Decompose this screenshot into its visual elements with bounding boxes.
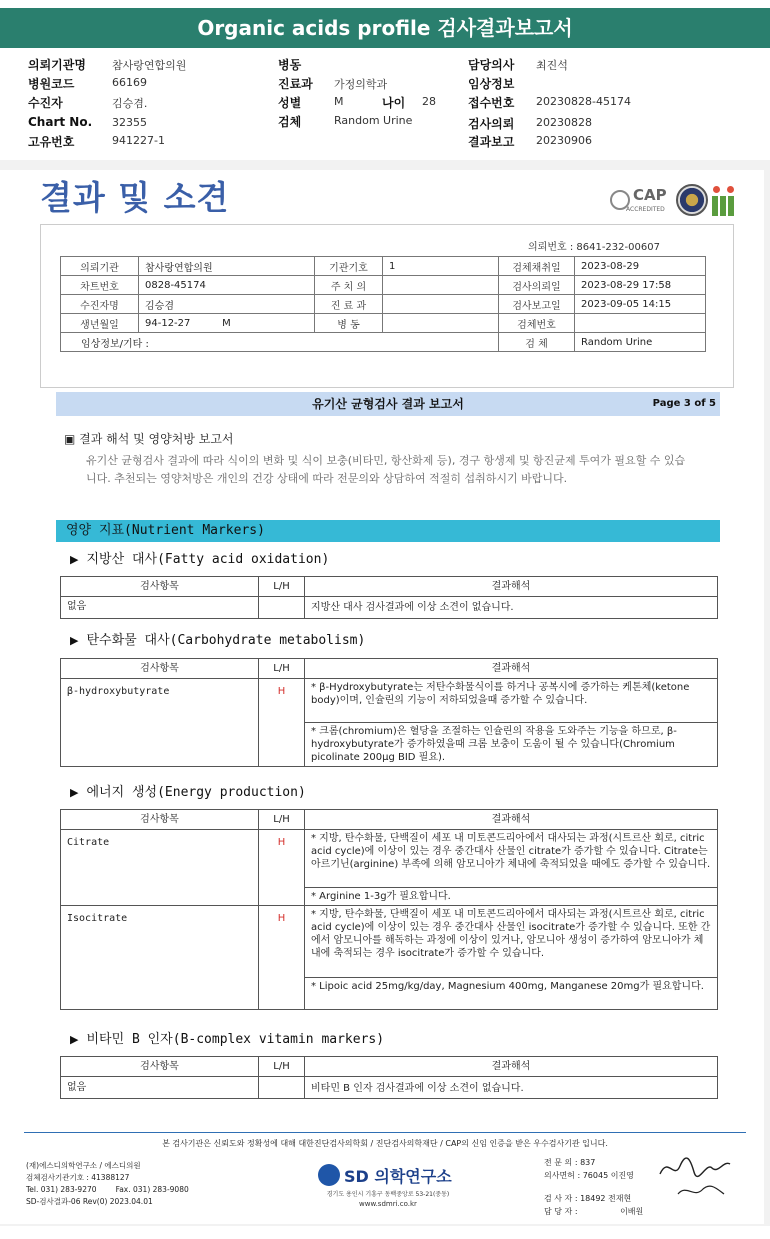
sd-lab-name: SD 의학연구소 [344, 1167, 452, 1186]
carbohydrate-table [60, 658, 718, 767]
meta-value: 28 [422, 95, 436, 108]
meta-value: 66169 [112, 76, 147, 89]
table-row [61, 1077, 718, 1099]
info-label: 수진자명 [61, 295, 139, 314]
interpretation-body: 유기산 균형검사 결과에 따라 식이의 변화 및 식이 보충(비타민, 항산화제 등), 경구 항생제 및 항진균제 투여가 필요할 수 있습니다. 추천되는 영양처방은 개인의 건강 상태에 따라 전문의와 상담하여 적절히 섭취하시기 바랍니다. [86, 454, 686, 485]
patient-info-table [60, 256, 706, 352]
lab-contact [26, 1160, 189, 1208]
table-row [61, 906, 718, 978]
meta-value: 20230828-45174 [536, 95, 631, 108]
page-header-title: 유기산 균형검사 결과 보고서 [312, 397, 464, 411]
meta-label: 임상정보 [468, 77, 515, 91]
sd-lab-logo [318, 1164, 458, 1212]
accreditation-note: 본 검사기관은 신뢰도와 정확성에 대해 대한진단검사의학회 / 진단검사의학재단 / CAP의 신임 인증을 받은 우수검사기관 입니다. [162, 1139, 608, 1148]
meta-value: M [334, 95, 344, 108]
info-label: 차트번호 [61, 276, 139, 295]
nutrient-markers-section [56, 520, 720, 542]
cap-logo [608, 186, 672, 216]
col-header-lh: L/H [259, 577, 305, 597]
sd-lab-url: www.sdmri.co.kr [359, 1200, 417, 1208]
meta-label: 수진자 [28, 96, 63, 110]
interpretation-title: ▣ 결과 해석 및 영양처방 보고서 [64, 432, 234, 446]
info-value: 94-12-27 M [139, 314, 315, 333]
report-title: Organic acids profile 검사결과보고서 [0, 8, 770, 48]
item-result: * 지방, 탄수화물, 단백질이 세포 내 미토콘드리아에서 대사되는 과정(시트르산 회로, citric acid cycle)에 이상이 있는 경우 중간대사 산물인 citrate가 증가할 수 있습니다. Citrate는 아르기닌(arginine) 부족에 의해 암모니아가 체내에 축적되었을 때에도 증가할 수 있습니다. [305, 830, 718, 888]
info-value: 김승겸 [139, 295, 315, 314]
clinical-info-label: 임상정보/기타 : [61, 333, 499, 352]
triangle-bullet-icon: ▶ [70, 553, 79, 566]
sign-label: 의사면허 : [544, 1171, 581, 1180]
sd-logo-icon [318, 1164, 340, 1186]
col-header-lh: L/H [259, 810, 305, 830]
table-row [61, 597, 718, 619]
lab-code: 검체검사기관기호 : 41388127 [26, 1173, 130, 1182]
col-header-item: 검사항목 [61, 659, 259, 679]
sign-value: 76045 이진영 [582, 1171, 634, 1180]
info-value [383, 314, 499, 333]
info-label: 검체채취일 [499, 257, 575, 276]
triangle-bullet-icon: ▶ [70, 1033, 79, 1046]
item-result: * 지방, 탄수화물, 단백질이 세포 내 미토콘드리아에서 대사되는 과정(시트르산 회로, citric acid cycle)에 이상이 있는 경우 중간대사 산물인 isocitrate가 증가할 수 있습니다. 또한 간에서 암모니아를 해독하는 과정에 이상이 있거나, 암모니아 생성이 증가하여 암모니아가 체내에 축적되는 경우 isocitrate가 증가할 수 있습니다. [305, 906, 718, 978]
cap-logo-text: CAP [633, 186, 667, 204]
meta-value: Random Urine [334, 114, 413, 127]
meta-label: 담당의사 [468, 58, 515, 72]
section-title: 영양 지표(Nutrient Markers) [66, 523, 265, 538]
signatories [544, 1156, 643, 1218]
info-row [61, 295, 706, 314]
info-row [61, 257, 706, 276]
accreditation-logos [608, 184, 738, 218]
col-header-item: 검사항목 [61, 577, 259, 597]
cap-logo-sub: ACCREDITED [626, 206, 665, 213]
triangle-bullet-icon: ▶ [70, 786, 79, 799]
info-label: 기관기호 [315, 257, 383, 276]
info-value: 0828-45174 [139, 276, 315, 295]
item-name: Isocitrate [61, 906, 259, 1010]
item-name: β-hydroxybutyrate [61, 679, 259, 767]
meta-value: 20230906 [536, 134, 592, 147]
info-value [575, 314, 706, 333]
group-heading: ▶ 지방산 대사(Fatty acid oxidation) [70, 552, 330, 567]
sign-label: 담 당 자 : [544, 1207, 578, 1216]
request-number: 의뢰번호 : 8641-232-00607 [528, 242, 660, 253]
item-lh: H [259, 906, 305, 1010]
info-value: 2023-09-05 14:15 [575, 295, 706, 314]
info-row [61, 314, 706, 333]
lm-logo-icon [712, 186, 738, 216]
info-value: 참사랑연합의원 [139, 257, 315, 276]
meta-value: 참사랑연합의원 [112, 59, 187, 72]
group-heading: ▶ 비타민 B 인자(B-complex vitamin markers) [70, 1032, 385, 1047]
page-number: Page 3 of 5 [652, 398, 716, 409]
society-seal-icon [676, 184, 708, 216]
fatty-acid-table [60, 576, 718, 619]
col-header-item: 검사항목 [61, 1057, 259, 1077]
item-lh [259, 1077, 305, 1099]
page-header [56, 392, 720, 416]
meta-value: 20230828 [536, 116, 592, 129]
info-label: 의뢰기관 [61, 257, 139, 276]
info-label: 병 동 [315, 314, 383, 333]
info-label: 검사의뢰일 [499, 276, 575, 295]
sign-value: 837 [580, 1158, 596, 1167]
form-code: SD-검사결과-06 Rev(0) 2023.04.01 [26, 1197, 153, 1206]
energy-table [60, 809, 718, 1010]
meta-label: Chart No. [28, 115, 93, 129]
meta-value: 941227-1 [112, 134, 165, 147]
item-name: 없음 [61, 1077, 259, 1099]
lab-name: (재)에스디의학연구소 / 에스디의원 [26, 1161, 141, 1170]
meta-value: 가정의학과 [334, 78, 388, 91]
item-result: 지방산 대사 검사결과에 이상 소견이 없습니다. [305, 597, 718, 619]
handwritten-signature [654, 1150, 734, 1206]
meta-label: 의뢰기관명 [28, 58, 86, 72]
info-value: 2023-08-29 17:58 [575, 276, 706, 295]
item-result: * Arginine 1-3g가 필요합니다. [305, 888, 718, 906]
meta-label: 검사의뢰 [468, 117, 515, 131]
meta-label: 나이 [382, 96, 406, 110]
item-lh: H [259, 830, 305, 906]
table-row [61, 830, 718, 888]
patient-meta [0, 54, 770, 154]
sign-label: 전 문 의 : [544, 1158, 578, 1167]
item-result: * 크롬(chromium)은 혈당을 조절하는 인슐린의 작용을 도와주는 기능을 하므로, β-hydroxybutyrate가 증가하였을때 크롬 보충이 도움이 될 수 있습니다(Chromium picolinate 200μg BID 필요). [305, 723, 718, 767]
info-label: 진 료 과 [315, 295, 383, 314]
footer-divider [24, 1132, 746, 1133]
info-value: 1 [383, 257, 499, 276]
group-heading: ▶ 탄수화물 대사(Carbohydrate metabolism) [70, 633, 366, 648]
info-value [383, 276, 499, 295]
sign-value: 18492 전재현 [580, 1194, 632, 1203]
meta-label: 진료과 [278, 77, 313, 91]
vitamin-b-table [60, 1056, 718, 1099]
info-value: Random Urine [575, 333, 706, 352]
meta-label: 접수번호 [468, 96, 515, 110]
lab-phone: Tel. 031) 283-9270 Fax. 031) 283-9080 [26, 1185, 189, 1194]
item-lh: H [259, 679, 305, 767]
item-lh [259, 597, 305, 619]
table-row [61, 679, 718, 723]
col-header-lh: L/H [259, 659, 305, 679]
info-label: 생년월일 [61, 314, 139, 333]
meta-label: 결과보고 [468, 135, 515, 149]
meta-value: 최진석 [536, 59, 568, 72]
col-header-item: 검사항목 [61, 810, 259, 830]
info-label: 검체번호 [499, 314, 575, 333]
sd-lab-address: 경기도 용인시 기흥구 동백중앙로 53-21(중동) [326, 1191, 450, 1198]
sign-value: 이배원 [620, 1207, 644, 1216]
meta-value: 김승겸. [112, 97, 148, 110]
group-heading: ▶ 에너지 생성(Energy production) [70, 785, 306, 800]
meta-label: 검체 [278, 115, 302, 129]
meta-value: 32355 [112, 116, 147, 129]
item-result: * Lipoic acid 25mg/kg/day, Magnesium 400mg, Manganese 20mg가 필요합니다. [305, 978, 718, 1010]
meta-label: 병동 [278, 58, 302, 72]
info-row [61, 276, 706, 295]
result-title: 결과 및 소견 [40, 178, 230, 217]
meta-label: 고유번호 [28, 135, 75, 149]
info-label: 검 체 [499, 333, 575, 352]
item-result: * β-Hydroxybutyrate는 저탄수화물식이를 하거나 공복시에 증가하는 케톤체(ketone body)이며, 인슐린의 기능이 저하되었을때 증가할 수 있습니다. [305, 679, 718, 723]
item-result: 비타민 B 인자 검사결과에 이상 소견이 없습니다. [305, 1077, 718, 1099]
col-header-result: 결과해석 [305, 577, 718, 597]
col-header-result: 결과해석 [305, 810, 718, 830]
item-name: 없음 [61, 597, 259, 619]
info-value [383, 295, 499, 314]
col-header-result: 결과해석 [305, 1057, 718, 1077]
meta-label: 성별 [278, 96, 302, 110]
info-label: 주 치 의 [315, 276, 383, 295]
meta-label: 병원코드 [28, 77, 75, 91]
info-row [61, 333, 706, 352]
item-name: Citrate [61, 830, 259, 906]
info-value: 2023-08-29 [575, 257, 706, 276]
info-label: 검사보고일 [499, 295, 575, 314]
col-header-lh: L/H [259, 1057, 305, 1077]
sign-label: 검 사 자 : [544, 1194, 578, 1203]
col-header-result: 결과해석 [305, 659, 718, 679]
triangle-bullet-icon: ▶ [70, 634, 79, 647]
